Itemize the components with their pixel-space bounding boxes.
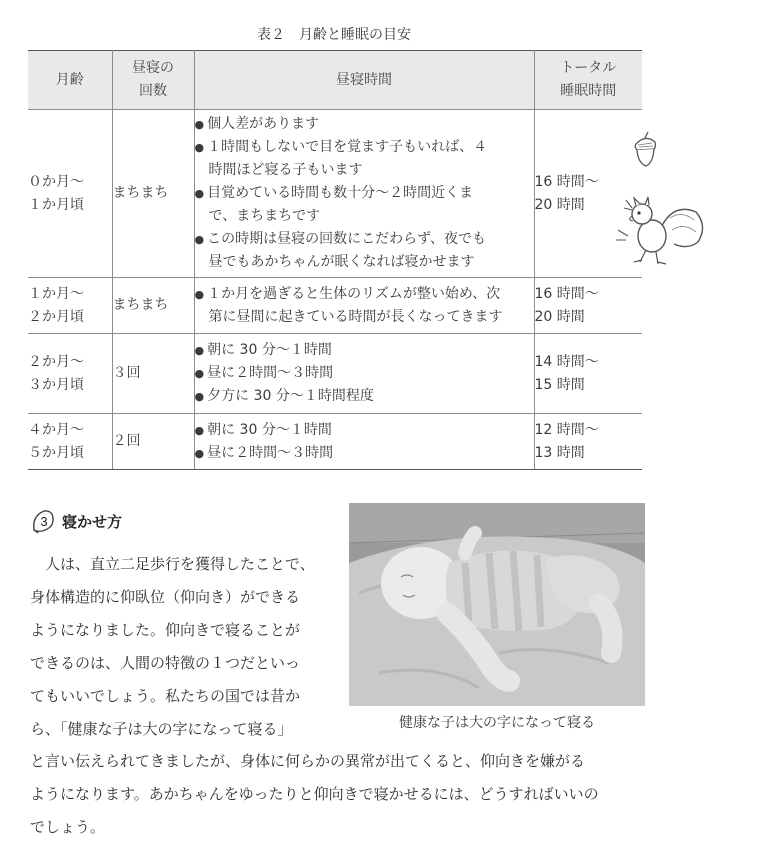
age-cell: ０か月〜 １か月頃: [28, 110, 112, 278]
squirrel-illustration: [612, 190, 708, 266]
nap-time-cell: [194, 110, 534, 278]
table-caption: 表２ 月齢と睡眠の目安: [257, 27, 411, 43]
table-header-row: [28, 51, 642, 110]
total-sleep-cell: 12 時間〜 13 時間: [534, 414, 642, 470]
sleep-guide-table: [28, 50, 642, 470]
total-sleep-cell: 14 時間〜 15 時間: [534, 334, 642, 414]
detail-item: ● 夕方に 30 分〜１時間程度: [195, 385, 534, 408]
nap-count-cell: ２回: [112, 414, 194, 470]
nap-time-cell: [194, 334, 534, 414]
nap-count-cell: ３回: [112, 334, 194, 414]
sleeping-baby-photo: [349, 503, 645, 706]
body-paragraph-continued: と言い伝えられてきましたが、身体に何らかの異常が出てくると、仰向きを嫌がる ようになります。あかちゃんをゆったりと仰向きで寝かせるには、どうすればいいの でしょう。: [30, 752, 599, 836]
detail-item: ● 昼に２時間〜３時間: [195, 362, 534, 385]
age-cell: ４か月〜 ５か月頃: [28, 414, 112, 470]
detail-item: ● １か月を過ぎると生体のリズムが整い始め、次 第に昼間に起きている時間が長くなってきます: [195, 283, 534, 329]
header-nap-count: 昼寝の 回数: [112, 51, 194, 110]
header-nap-time: 昼寝時間: [194, 51, 534, 110]
leaf-number-icon: [30, 508, 56, 534]
total-sleep-cell: 16 時間〜 20 時間: [534, 110, 642, 278]
section-title: 寝かせ方: [62, 512, 123, 531]
detail-item: ● １時間もしないで目を覚ます子もいれば、４ 時間ほど寝る子もいます: [195, 136, 534, 182]
detail-item: ● 個人差があります: [195, 113, 534, 136]
photo-caption: 健康な子は大の字になって寝る: [399, 715, 595, 731]
detail-item: ● 朝に 30 分〜１時間: [195, 339, 534, 362]
age-cell: ２か月〜 ３か月頃: [28, 334, 112, 414]
nap-count-cell: まちまち: [112, 278, 194, 334]
nap-count-cell: まちまち: [112, 110, 194, 278]
table-row: [28, 278, 642, 334]
detail-item: ● 目覚めている時間も数十分〜２時間近くま で、まちまちです: [195, 182, 534, 228]
nap-time-cell: [194, 414, 534, 470]
total-sleep-cell: 16 時間〜 20 時間: [534, 278, 642, 334]
detail-item: ● 昼に２時間〜３時間: [195, 442, 534, 465]
table-row: [28, 110, 642, 278]
section-number: 3: [40, 514, 48, 529]
detail-item: ● 朝に 30 分〜１時間: [195, 419, 534, 442]
nap-time-cell: [194, 278, 534, 334]
age-cell: １か月〜 ２か月頃: [28, 278, 112, 334]
header-age: 月齢: [28, 51, 112, 110]
acorn-illustration: [628, 130, 662, 170]
table-row: [28, 414, 642, 470]
body-paragraph-left: 人は、直立二足歩行を獲得したことで、 身体構造的に仰臥位（仰向き）ができる ようになりました。仰向きで寝ることが できるのは、人間の特徴の１つだといっ てもいいでしょう。私たちの国では昔か ら、「健康な子は大の字になって寝る」: [30, 555, 315, 738]
header-total-sleep: トータル 睡眠時間: [534, 51, 642, 110]
table-row: [28, 334, 642, 414]
detail-item: ● この時期は昼寝の回数にこだわらず、夜でも 昼でもあかちゃんが眠くなれば寝かせます: [195, 228, 534, 274]
section-heading: [30, 508, 122, 534]
